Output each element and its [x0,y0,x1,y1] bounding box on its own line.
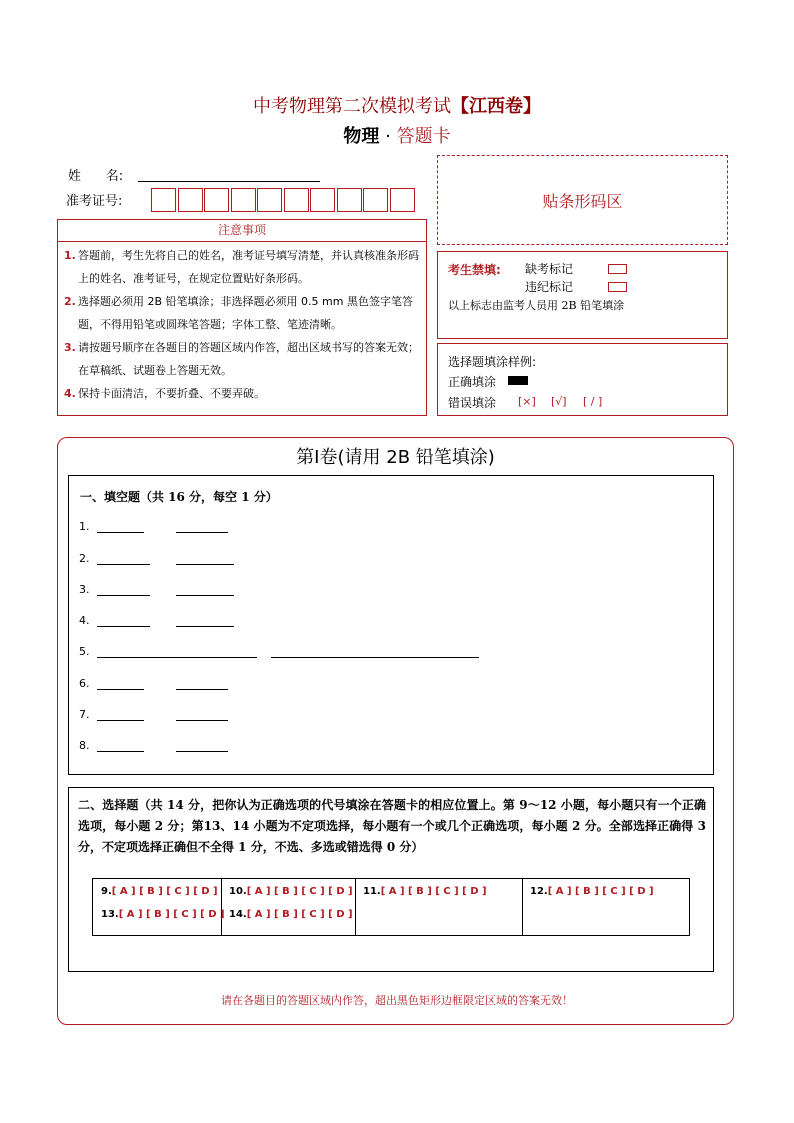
notice-num: 3. [64,341,76,354]
blank-line[interactable] [176,720,228,721]
barcode-label: 贴条形码区 [542,191,623,211]
blank-line[interactable] [97,720,144,721]
choice-question[interactable] [363,886,487,897]
notice-list [57,242,427,416]
wrong-mark-x: [×] [518,395,536,408]
question-number: 13. [101,909,119,920]
page-title [0,92,794,118]
correct-label: 正确填涂 [448,375,497,389]
notice-text: 请按题号顺序在各题目的答题区域内作答，超出区域书写的答案无效；在草稿纸、试题卷上答题无效。 [78,341,419,377]
choice-question[interactable] [101,886,218,897]
blank-line[interactable] [97,626,150,627]
question-number: 9. [101,886,112,897]
exam-id-boxes[interactable] [151,188,416,212]
answer-options[interactable]: [ A ] [ B ] [ C ] [ D ] [246,909,353,920]
barcode-area [437,155,728,245]
answer-options[interactable]: [ A ] [ B ] [ C ] [ D ] [380,886,487,897]
exam-id-digit-box[interactable] [151,188,176,212]
subtitle-dot: · [385,126,391,147]
exam-id-digit-box[interactable] [204,188,229,212]
blank-row-number: 3. [79,583,90,596]
title-prefix: 中考物理第二次模拟考试 [253,96,451,117]
blank-line[interactable] [176,532,228,533]
notice-item [64,382,422,405]
blank-line[interactable] [97,751,144,752]
exam-id-digit-box[interactable] [310,188,335,212]
section-title: 第Ⅰ卷(请用 2B 铅笔填涂) [296,447,495,468]
examiner-only-box [437,251,728,339]
exam-id-digit-box[interactable] [178,188,203,212]
blank-row-number: 1. [79,520,90,533]
title-bracket: 【江西卷】 [451,96,541,117]
choice-question[interactable] [530,886,654,897]
exam-id-digit-box[interactable] [390,188,415,212]
subtitle-card: 答题卡 [396,126,451,147]
absent-mark-box[interactable] [608,264,627,274]
blank-line[interactable] [97,532,144,533]
blank-row-number: 6. [79,677,90,690]
question-number: 10. [229,886,247,897]
footer-note: 请在各题目的答题区域内作答，超出黑色矩形边框限定区域的答案无效！ [221,994,573,1007]
choice-question[interactable] [229,909,353,920]
choice-question[interactable] [229,886,353,897]
exam-id-digit-box[interactable] [337,188,362,212]
name-label: 姓 名: [68,169,124,184]
forbid-label: 考生禁填: [448,263,501,277]
exam-id-digit-box[interactable] [284,188,309,212]
answer-options[interactable]: [ A ] [ B ] [ C ] [ D ] [246,886,353,897]
question-number: 14. [229,909,247,920]
blank-row-number: 2. [79,552,90,565]
choice-grid [92,878,690,936]
fill-blank-area [68,475,714,775]
notice-num: 4. [64,387,76,400]
blank-line[interactable] [176,689,228,690]
exam-id-digit-box[interactable] [257,188,282,212]
fill-sample-box [437,343,728,416]
blank-row-number: 5. [79,645,90,658]
fill-heading: 一、填空题（共 16 分，每空 1 分） [80,490,278,504]
blank-line[interactable] [97,657,257,658]
question-number: 11. [363,886,381,897]
forbid-note: 以上标志由监考人员用 2B 铅笔填涂 [448,299,625,312]
blank-row-number: 7. [79,708,90,721]
notice-num: 1. [64,249,76,262]
sample-heading: 选择题填涂样例: [448,355,537,369]
blank-line[interactable] [97,595,150,596]
violation-mark-label: 违纪标记 [525,280,574,294]
violation-mark-box[interactable] [608,282,627,292]
answer-options[interactable]: [ A ] [ B ] [ C ] [ D ] [111,886,218,897]
blank-line[interactable] [97,689,144,690]
exam-id-digit-box[interactable] [363,188,388,212]
blank-line[interactable] [97,564,150,565]
blank-line[interactable] [176,626,234,627]
question-number: 12. [530,886,548,897]
blank-line[interactable] [176,751,228,752]
answer-options[interactable]: [ A ] [ B ] [ C ] [ D ] [547,886,654,897]
notice-text: 选择题必须用 2B 铅笔填涂；非选择题必须用 0.5 mm 黑色签字笔答题，不得用铅笔或圆珠笔答题；字体工整、笔迹清晰。 [78,295,413,331]
correct-fill-sample [508,376,528,385]
exam-id-digit-box[interactable] [231,188,256,212]
id-label: 准考证号: [66,194,123,209]
absent-mark-label: 缺考标记 [525,262,574,276]
subtitle-subject: 物理 [343,126,380,147]
notice-text: 保持卡面清洁，不要折叠、不要弄破。 [78,387,265,400]
choice-instructions: 二、选择题（共 14 分，把你认为正确选项的代号填涂在答题卡的相应位置上。第 9～12 小题，每小题只有一个正确选项，每小题 2 分；第13、14 小题为不定项选择，每小题有一个或几个正确选项，每小题 2 分。全部选择正确得 3 分，不定项选择正确但不全得 1 分，不选、多选或错选得 0 分） [78,798,706,854]
blank-row-number: 4. [79,614,90,627]
notice-item [64,290,422,336]
blank-line[interactable] [271,657,479,658]
notice-item [64,244,422,290]
notice-num: 2. [64,295,76,308]
name-field[interactable] [138,180,320,182]
wrong-mark-slash: [ / ] [583,395,603,408]
blank-line[interactable] [176,564,234,565]
wrong-mark-check: [√] [551,395,567,408]
choice-question[interactable] [101,909,225,920]
notice-text: 答题前，考生先将自己的姓名，准考证号填写清楚，并认真核准条形码上的姓名、准考证号，在规定位置贴好条形码。 [78,249,419,285]
page-subtitle [0,122,794,148]
notice-item [64,336,422,382]
answer-options[interactable]: [ A ] [ B ] [ C ] [ D ] [118,909,225,920]
notice-heading: 注意事项 [57,219,427,242]
blank-row-number: 8. [79,739,90,752]
wrong-label: 错误填涂 [448,396,497,410]
blank-line[interactable] [176,595,234,596]
